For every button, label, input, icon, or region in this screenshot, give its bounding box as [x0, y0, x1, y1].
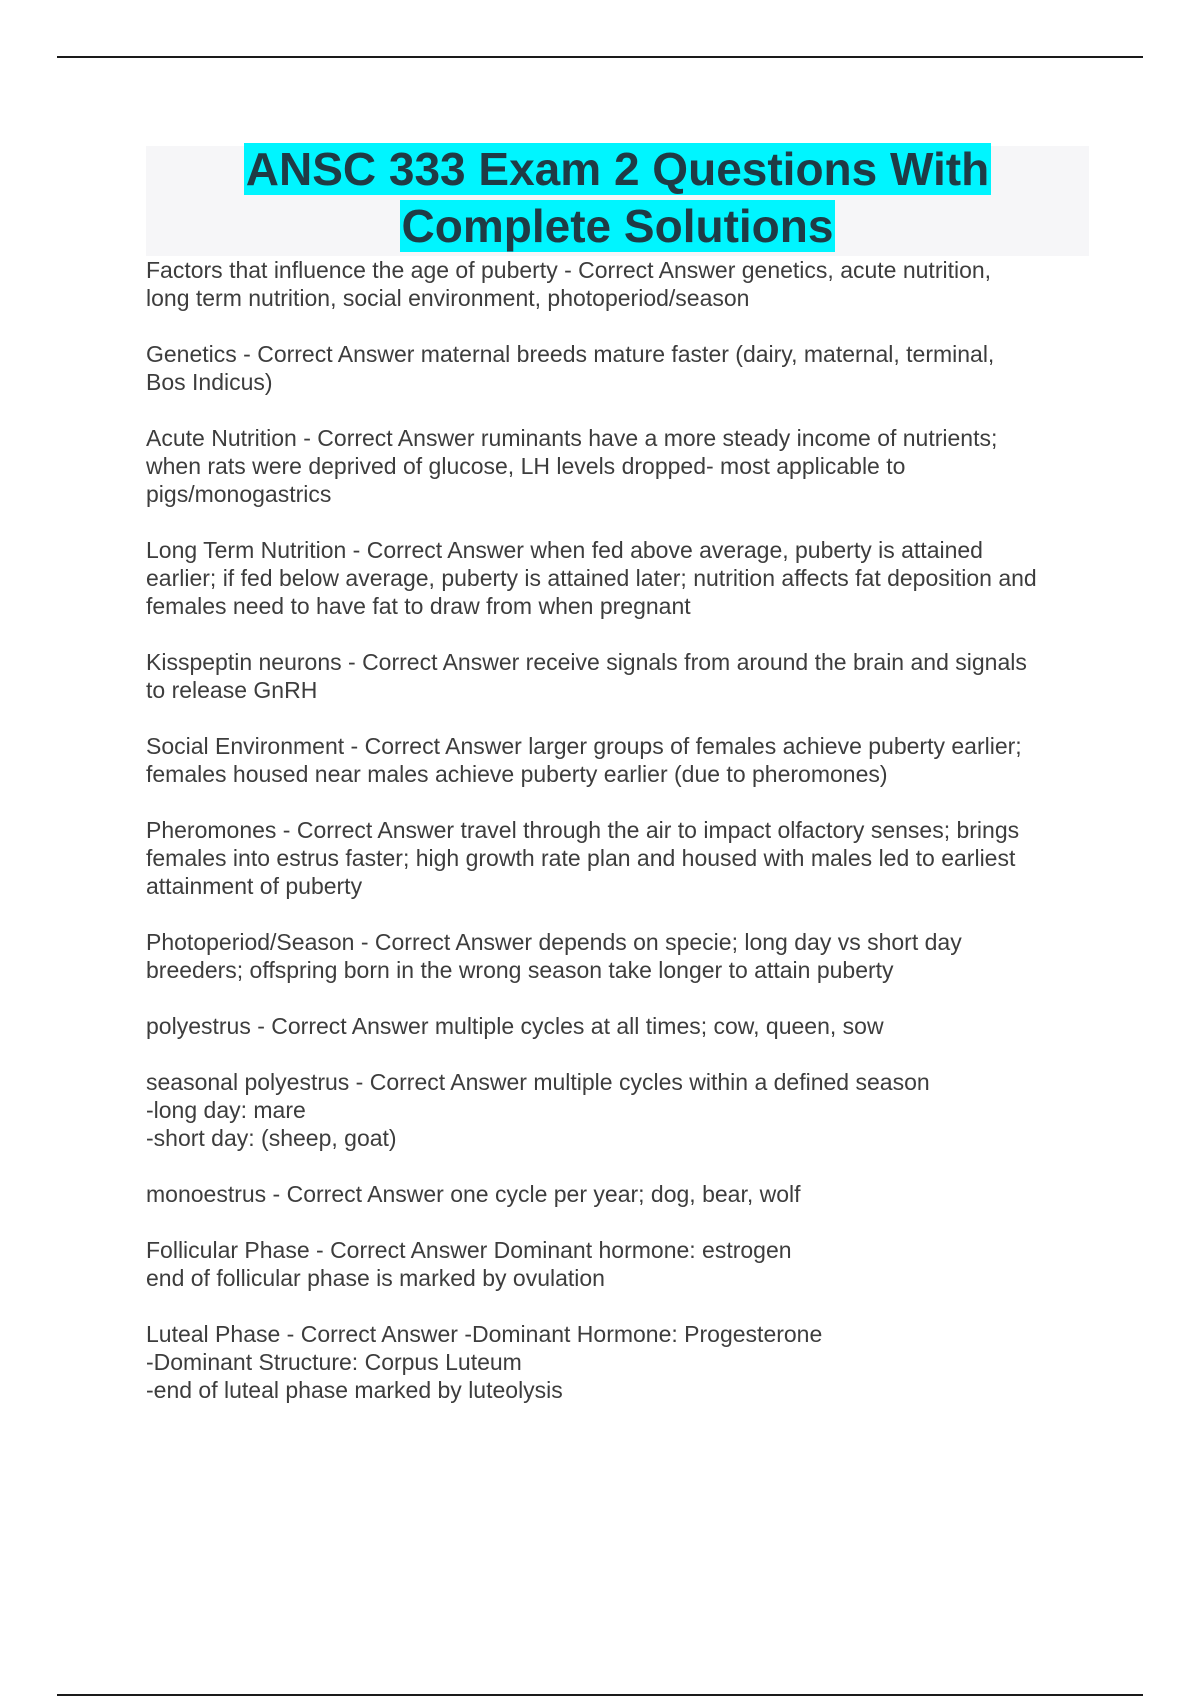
qa-entry [146, 1180, 1096, 1208]
document-title [146, 141, 1089, 255]
qa-entry-line: Photoperiod/Season - Correct Answer depends on specie; long day vs short day [146, 929, 962, 955]
qa-entry [146, 536, 1096, 620]
footer-rule [57, 1694, 1143, 1696]
title-line-2: Complete Solutions [401, 200, 834, 252]
qa-entry-line: -Dominant Structure: Corpus Luteum [146, 1349, 522, 1375]
qa-entry-line: polyestrus - Correct Answer multiple cycles at all times; cow, queen, sow [146, 1013, 884, 1039]
qa-entry [146, 1012, 1096, 1040]
qa-entry-line: when rats were deprived of glucose, LH levels dropped- most applicable to [146, 453, 906, 479]
header-rule [57, 56, 1143, 58]
qa-entry-line: Bos Indicus) [146, 369, 273, 395]
qa-list [146, 256, 1096, 1432]
qa-entry-line: breeders; offspring born in the wrong season take longer to attain puberty [146, 957, 894, 983]
qa-entry-line: Long Term Nutrition - Correct Answer when fed above average, puberty is attained [146, 537, 983, 563]
qa-entry-line: earlier; if fed below average, puberty is attained later; nutrition affects fat deposition and [146, 565, 1037, 591]
qa-entry-line: Genetics - Correct Answer maternal breeds mature faster (dairy, maternal, terminal, [146, 341, 995, 367]
qa-entry-line: -long day: mare [146, 1097, 306, 1123]
title-line-1: ANSC 333 Exam 2 Questions With [245, 143, 990, 195]
qa-entry [146, 1068, 1096, 1152]
qa-entry [146, 1320, 1096, 1404]
qa-entry-line: Kisspeptin neurons - Correct Answer receive signals from around the brain and signals [146, 649, 1027, 675]
qa-entry-line: pigs/monogastrics [146, 481, 332, 507]
qa-entry-line: -end of luteal phase marked by luteolysis [146, 1377, 563, 1403]
qa-entry-line: seasonal polyestrus - Correct Answer multiple cycles within a defined season [146, 1069, 930, 1095]
qa-entry-line: females housed near males achieve puberty earlier (due to pheromones) [146, 761, 888, 787]
qa-entry [146, 928, 1096, 984]
qa-entry-line: females need to have fat to draw from when pregnant [146, 593, 691, 619]
qa-entry-line: Acute Nutrition - Correct Answer ruminants have a more steady income of nutrients; [146, 425, 998, 451]
qa-entry [146, 732, 1096, 788]
qa-entry-line: long term nutrition, social environment, photoperiod/season [146, 285, 750, 311]
qa-entry [146, 648, 1096, 704]
qa-entry-line: monoestrus - Correct Answer one cycle per year; dog, bear, wolf [146, 1181, 801, 1207]
qa-entry [146, 424, 1096, 508]
qa-entry [146, 816, 1096, 900]
qa-entry-line: -short day: (sheep, goat) [146, 1125, 397, 1151]
qa-entry-line: Factors that influence the age of puberty - Correct Answer genetics, acute nutrition, [146, 257, 992, 283]
qa-entry [146, 340, 1096, 396]
qa-entry-line: Pheromones - Correct Answer travel through the air to impact olfactory senses; brings [146, 817, 1020, 843]
qa-entry [146, 1236, 1096, 1292]
qa-entry-line: Follicular Phase - Correct Answer Dominant hormone: estrogen [146, 1237, 792, 1263]
qa-entry-line: attainment of puberty [146, 873, 363, 899]
qa-entry-line: females into estrus faster; high growth rate plan and housed with males led to earliest [146, 845, 1016, 871]
qa-entry-line: Luteal Phase - Correct Answer -Dominant Hormone: Progesterone [146, 1321, 823, 1347]
qa-entry [146, 256, 1096, 312]
qa-entry-line: end of follicular phase is marked by ovulation [146, 1265, 605, 1291]
qa-entry-line: to release GnRH [146, 677, 318, 703]
qa-entry-line: Social Environment - Correct Answer larger groups of females achieve puberty earlier; [146, 733, 1022, 759]
